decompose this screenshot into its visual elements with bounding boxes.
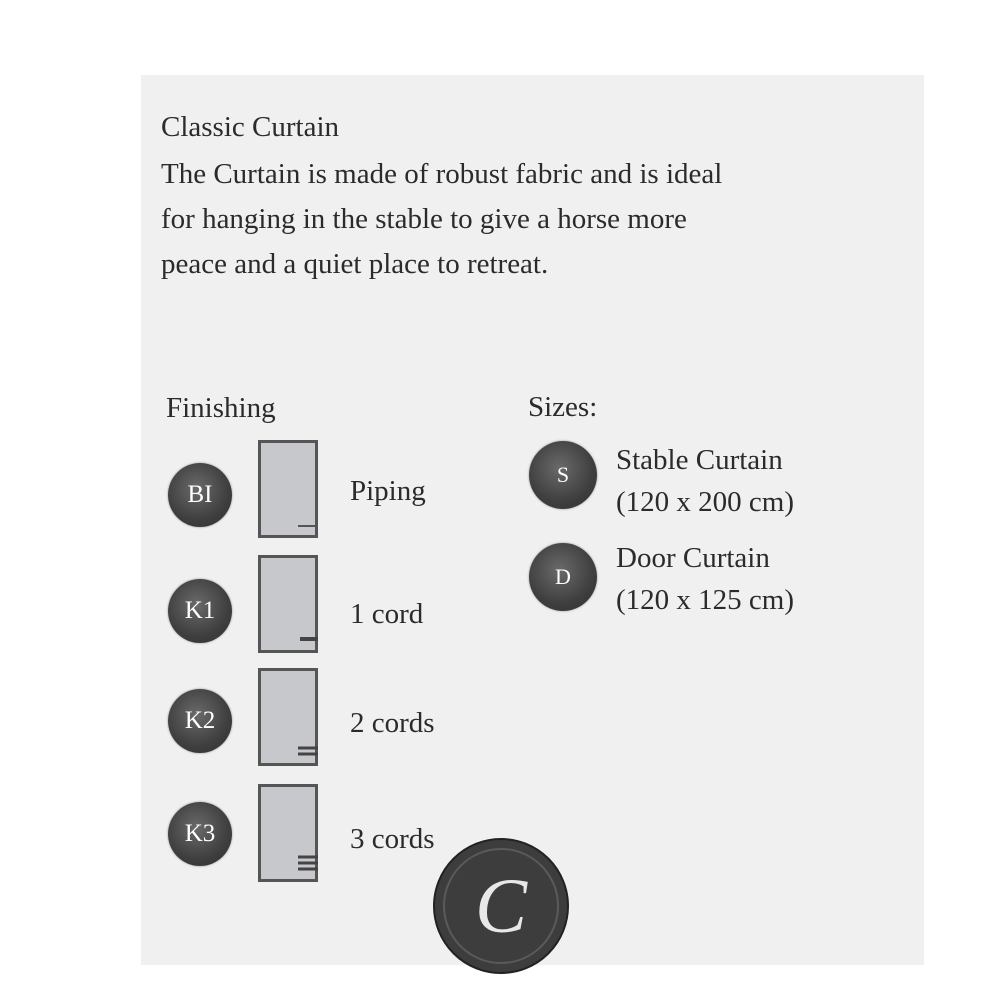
finishing-code-badge-k1: K1 <box>168 579 232 643</box>
logo-letter: C <box>474 862 528 949</box>
size-code-badge-s: S <box>529 441 597 509</box>
size-code-badge-d: D <box>529 543 597 611</box>
description-line: peace and a quiet place to retreat. <box>161 248 549 280</box>
size-dimensions: (120 x 125 cm) <box>616 584 794 616</box>
one-cord-swatch-icon <box>258 555 318 653</box>
logo-c-icon <box>433 838 569 974</box>
description-line: The Curtain is made of robust fabric and is ideal <box>161 158 723 190</box>
finishing-code-badge-k2: K2 <box>168 689 232 753</box>
size-option-door-curtain <box>616 537 794 621</box>
finishing-code-badge-bi: BI <box>168 463 232 527</box>
size-dimensions: (120 x 200 cm) <box>616 486 794 518</box>
finishing-label-2-cords: 2 cords <box>350 707 435 739</box>
two-cords-swatch-icon <box>258 668 318 766</box>
finishing-label-piping: Piping <box>350 475 426 507</box>
size-name: Door Curtain <box>616 542 770 574</box>
size-option-stable-curtain <box>616 439 794 523</box>
logo-ring <box>443 848 559 964</box>
three-cords-swatch-icon <box>258 784 318 882</box>
finishing-code-badge-k3: K3 <box>168 802 232 866</box>
finishing-label-1-cord: 1 cord <box>350 598 424 630</box>
description-line: for hanging in the stable to give a horse more <box>161 203 687 235</box>
sizes-heading: Sizes: <box>528 391 598 423</box>
finishing-label-3-cords: 3 cords <box>350 823 435 855</box>
finishing-heading: Finishing <box>166 392 276 424</box>
size-name: Stable Curtain <box>616 444 783 476</box>
product-title: Classic Curtain <box>161 111 340 143</box>
piping-swatch-icon <box>258 440 318 538</box>
product-description <box>161 152 801 287</box>
